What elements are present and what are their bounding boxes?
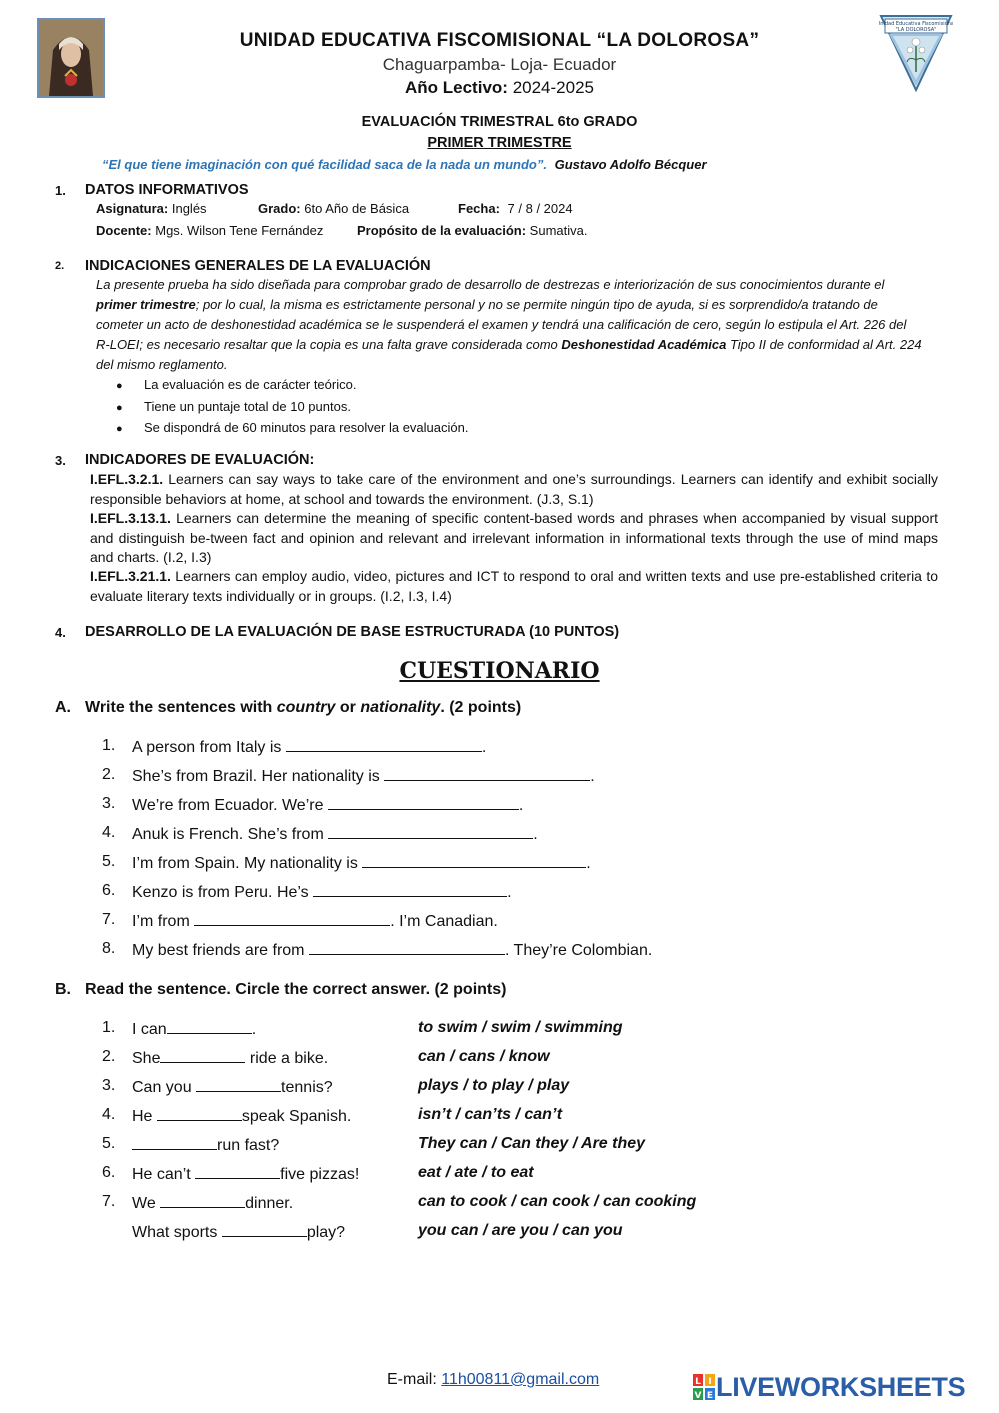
- section-3-number: 3.: [55, 453, 66, 468]
- purpose-label: Propósito de la evaluación:: [357, 223, 527, 238]
- school-name: UNIDAD EDUCATIVA FISCOMISIONAL “LA DOLOROSA”: [239, 30, 760, 51]
- section-4-number: 4.: [55, 625, 66, 640]
- indicator-item: [90, 509, 938, 568]
- logo-text-1: Unidad Educativa Fiscomisional: [879, 21, 953, 27]
- part-a-title-1: Write the sentences with: [85, 699, 277, 716]
- question-text: [132, 737, 486, 757]
- question-after: .: [533, 826, 538, 843]
- question-number: 4.: [102, 1106, 116, 1123]
- question-b-3: [102, 1077, 333, 1096]
- bullet-icon: ●: [116, 380, 123, 392]
- question-after: dinner.: [245, 1195, 294, 1212]
- question-a-4: [102, 824, 538, 843]
- instructions-line-2-rest: ; por lo cual, la misma es estrictamente personal y no se permite ningún tipo de ayuda, si es sorprendido/a tratando de: [195, 297, 878, 312]
- bullet-text: Tiene un puntaje total de 10 puntos.: [144, 399, 351, 414]
- term-title: [0, 135, 999, 151]
- question-after: . They’re Colombian.: [504, 942, 653, 959]
- instructions-line-5: del mismo reglamento.: [96, 357, 228, 372]
- question-number: 7.: [102, 911, 116, 928]
- answer-blank[interactable]: [194, 911, 390, 926]
- question-number: 1.: [102, 737, 116, 754]
- question-before: I’m from Spain. My nationality is: [132, 855, 363, 872]
- date-label: Fecha:: [458, 201, 500, 216]
- question-after: .: [507, 884, 512, 901]
- section-4-title: DESARROLLO DE LA EVALUACIÓN DE BASE ESTRUCTURADA (10 PUNTOS): [85, 624, 620, 640]
- bullet-icon: ●: [116, 423, 123, 435]
- question-text: [132, 766, 595, 786]
- question-b-4: [102, 1106, 352, 1125]
- bullet-list-item: [116, 420, 469, 435]
- svg-text:E: E: [706, 1391, 714, 1400]
- grade-field: [258, 201, 409, 216]
- subject-label: Asignatura:: [96, 201, 169, 216]
- answer-blank[interactable]: [328, 824, 533, 839]
- answer-blank[interactable]: [309, 940, 505, 955]
- question-before: My best friends are from: [132, 942, 309, 959]
- answer-blank[interactable]: [157, 1106, 242, 1121]
- question-after: .: [481, 739, 487, 756]
- instructions-line-4-b: Tipo II de conformidad al Art. 224: [726, 337, 922, 352]
- academic-year: [0, 78, 999, 98]
- question-before: She’s from Brazil. Her nationality is: [132, 768, 385, 785]
- part-a-title-nationality: nationality: [360, 699, 441, 716]
- part-a-title-country: country: [276, 699, 336, 716]
- question-after: .: [518, 797, 524, 814]
- question-after: ride a bike.: [245, 1050, 329, 1067]
- section-2-number: 2.: [55, 260, 65, 272]
- question-text: [132, 1048, 328, 1068]
- question-before: What sports: [132, 1224, 222, 1241]
- indicator-code: I.EFL.3.21.1.: [90, 568, 171, 584]
- answer-blank[interactable]: [384, 766, 590, 781]
- question-number: 6.: [102, 882, 116, 899]
- answer-options[interactable]: to swim / swim / swimming: [418, 1019, 623, 1036]
- indicator-item: [90, 470, 938, 509]
- part-b-letter: B.: [55, 981, 71, 998]
- question-text: [132, 1222, 345, 1242]
- question-text: [132, 911, 498, 931]
- question-a-3: [102, 795, 524, 814]
- question-a-2: [102, 766, 595, 785]
- answer-options[interactable]: can / cans / know: [418, 1048, 550, 1065]
- bullet-text: La evaluación es de carácter teórico.: [144, 377, 357, 392]
- epigraph: [102, 157, 707, 172]
- question-number: 5.: [102, 1135, 116, 1152]
- indicator-text: Learners can employ audio, video, pictures and ICT to respond to oral and written texts and use pre-established criteria to evaluate literary texts individually or in groups. (I.2, I.3, I.4): [90, 568, 938, 604]
- academic-year-label: Año Lectivo:: [405, 78, 508, 97]
- teacher-label: Docente:: [96, 223, 152, 238]
- part-a-letter: A.: [55, 699, 71, 716]
- instructions-line-1: La presente prueba ha sido diseñada para comprobar grado de desarrollo de destrezas e interiorización de sus conocimientos durante el: [96, 277, 885, 292]
- instructions-line-3: cometer un acto de deshonestidad académica se le suspenderá el examen y tendrá una calificación de cero, según lo estipula el Art. 226 del: [96, 317, 907, 332]
- answer-options[interactable]: plays / to play / play: [418, 1077, 570, 1094]
- answer-options[interactable]: isn’t / can’ts / can’t: [418, 1106, 563, 1123]
- bullet-list-item: [116, 377, 357, 392]
- question-a-7: [102, 911, 498, 930]
- question-number: 2.: [102, 766, 116, 783]
- question-text: [132, 940, 652, 960]
- question-number: 2.: [102, 1048, 116, 1065]
- question-number: 3.: [102, 1077, 116, 1094]
- date-field: [458, 201, 573, 216]
- question-text: [132, 1164, 359, 1184]
- questionnaire-title: CUESTIONARIO: [399, 658, 600, 684]
- purpose-value: Sumativa.: [529, 223, 588, 238]
- indicator-code: I.EFL.3.13.1.: [90, 510, 171, 526]
- answer-blank[interactable]: [167, 1019, 252, 1034]
- date-value: 7 / 8 / 2024: [507, 201, 573, 216]
- question-after: .: [590, 768, 595, 785]
- logo-text-2: "LA DOLOROSA": [895, 27, 937, 33]
- part-b-title: Read the sentence. Circle the correct answer. (2 points): [85, 981, 507, 998]
- question-number: 7.: [102, 1193, 116, 1210]
- question-before: I can: [132, 1021, 167, 1038]
- section-2-title: INDICACIONES GENERALES DE LA EVALUACIÓN: [85, 258, 431, 274]
- question-before: She: [132, 1050, 161, 1067]
- email-link[interactable]: 11h00811@gmail.com: [441, 1371, 600, 1388]
- bullet-text: Se dispondrá de 60 minutos para resolver la evaluación.: [144, 420, 469, 435]
- question-a-8: [102, 940, 653, 959]
- question-before: Kenzo is from Peru. He’s: [132, 884, 314, 901]
- question-a-6: [102, 882, 512, 901]
- indicator-text: Learners can say ways to take care of the environment and one’s surroundings. Learners can identify and exhibit socially responsible behaviors at home, at school and towards the environment. (J.3, S.1): [90, 471, 938, 507]
- question-text: [132, 1135, 279, 1155]
- instructions-line-4: [96, 335, 942, 355]
- question-after: .: [586, 855, 591, 872]
- teacher-value: Mgs. Wilson Tene Fernández: [155, 223, 324, 238]
- question-before: A person from Italy is: [132, 739, 286, 756]
- question-before: We’re from Ecuador. We’re: [132, 797, 328, 814]
- question-text: [132, 1077, 333, 1097]
- grade-label: Grado:: [258, 201, 301, 216]
- question-number: 5.: [102, 853, 116, 870]
- instructions-line-4-a: R-LOEI; es necesario resaltar que la copia es una falta grave considerada como: [96, 337, 562, 352]
- part-a-title-or: or: [335, 699, 361, 716]
- instructions-line-2: [96, 295, 942, 315]
- section-1-title: DATOS INFORMATIVOS: [85, 182, 249, 198]
- school-location: Chaguarpamba- Loja- Ecuador: [382, 55, 617, 74]
- question-before: He: [132, 1108, 157, 1125]
- question-after: .: [251, 1021, 257, 1038]
- answer-options[interactable]: can to cook / can cook / can cooking: [418, 1193, 697, 1210]
- question-after: . I’m Canadian.: [390, 913, 498, 930]
- bullet-icon: ●: [116, 402, 123, 414]
- svg-text:I: I: [708, 1377, 712, 1387]
- instructions-term-bold: primer trimestre: [96, 297, 196, 312]
- question-before: Anuk is French. She’s from: [132, 826, 329, 843]
- question-text: [132, 1193, 293, 1213]
- bullet-list-item: [116, 399, 351, 414]
- liveworksheets-brand: LIVEWORKSHEETS: [716, 1372, 966, 1402]
- answer-blank[interactable]: [195, 1164, 280, 1179]
- question-after: five pizzas!: [280, 1166, 360, 1183]
- answer-options[interactable]: They can / Can they / Are they: [418, 1135, 646, 1152]
- liveworksheets-logo-icon: [693, 1374, 715, 1400]
- part-a-title-2: . (2 points): [440, 699, 522, 716]
- indicator-item: [90, 567, 938, 606]
- answer-blank[interactable]: [286, 737, 482, 752]
- question-text: [132, 853, 591, 873]
- teacher-field: [96, 223, 323, 238]
- question-b-2: [102, 1048, 329, 1067]
- section-1-number: 1.: [55, 183, 66, 198]
- indicator-code: I.EFL.3.2.1.: [90, 471, 164, 487]
- question-after: speak Spanish.: [241, 1108, 352, 1125]
- question-number: 6.: [102, 1164, 116, 1181]
- question-a-1: [102, 737, 487, 756]
- answer-blank[interactable]: [313, 882, 507, 897]
- answer-blank[interactable]: [132, 1135, 217, 1150]
- subject-value: Inglés: [171, 201, 207, 216]
- question-number: 3.: [102, 795, 116, 812]
- question-after: run fast?: [217, 1137, 280, 1154]
- term-title-text: PRIMER TRIMESTRE: [427, 135, 572, 151]
- question-b-6: [102, 1164, 360, 1183]
- epigraph-author: Gustavo Adolfo Bécquer: [554, 157, 707, 172]
- question-text: [132, 1019, 256, 1039]
- question-before: We: [132, 1195, 161, 1212]
- question-before: Can you: [132, 1079, 197, 1096]
- answer-options[interactable]: eat / ate / to eat: [418, 1164, 534, 1181]
- question-text: [132, 824, 538, 844]
- question-b-1: [102, 1019, 257, 1038]
- question-number: 1.: [102, 1019, 116, 1036]
- question-number: 4.: [102, 824, 116, 841]
- exam-title: EVALUACIÓN TRIMESTRAL 6to GRADO: [361, 114, 638, 130]
- question-b-7: [102, 1193, 294, 1212]
- answer-options[interactable]: you can / are you / can you: [418, 1222, 623, 1239]
- instructions-dishonesty-bold: Deshonestidad Académica: [561, 337, 727, 352]
- question-before: I’m from: [132, 913, 195, 930]
- question-b-5: [102, 1135, 280, 1154]
- question-text: [132, 1106, 351, 1126]
- question-text: [132, 882, 512, 902]
- question-before: He can’t: [132, 1166, 196, 1183]
- footer-email: [387, 1371, 599, 1389]
- answer-blank[interactable]: [160, 1048, 245, 1063]
- subject-field: [96, 201, 207, 216]
- answer-blank[interactable]: [160, 1193, 245, 1208]
- question-text: [132, 795, 523, 815]
- academic-year-value: 2024-2025: [512, 78, 594, 97]
- email-label: E-mail:: [387, 1371, 442, 1388]
- part-a-title: [85, 699, 521, 717]
- svg-text:L: L: [695, 1377, 701, 1387]
- question-a-5: [102, 853, 591, 872]
- section-3-title: INDICADORES DE EVALUACIÓN:: [85, 452, 315, 468]
- answer-blank[interactable]: [222, 1222, 307, 1237]
- svg-text:V: V: [694, 1391, 702, 1400]
- question-after: tennis?: [281, 1079, 333, 1096]
- question-after: play?: [306, 1224, 346, 1241]
- answer-blank[interactable]: [362, 853, 586, 868]
- answer-blank[interactable]: [328, 795, 519, 810]
- epigraph-quote: “El que tiene imaginación con qué facilidad saca de la nada un mundo”.: [102, 157, 547, 172]
- answer-blank[interactable]: [196, 1077, 281, 1092]
- grade-value: 6to Año de Básica: [304, 201, 410, 216]
- question-number: 8.: [102, 940, 116, 957]
- indicator-text: Learners can determine the meaning of specific content-based words and phrases when accompanied by visual support and distinguish be-tween fact and opinion and relevant and irrelevant information in informational texts through the use of mind maps and charts. (I.2, I.3): [90, 510, 938, 565]
- purpose-field: [357, 223, 587, 238]
